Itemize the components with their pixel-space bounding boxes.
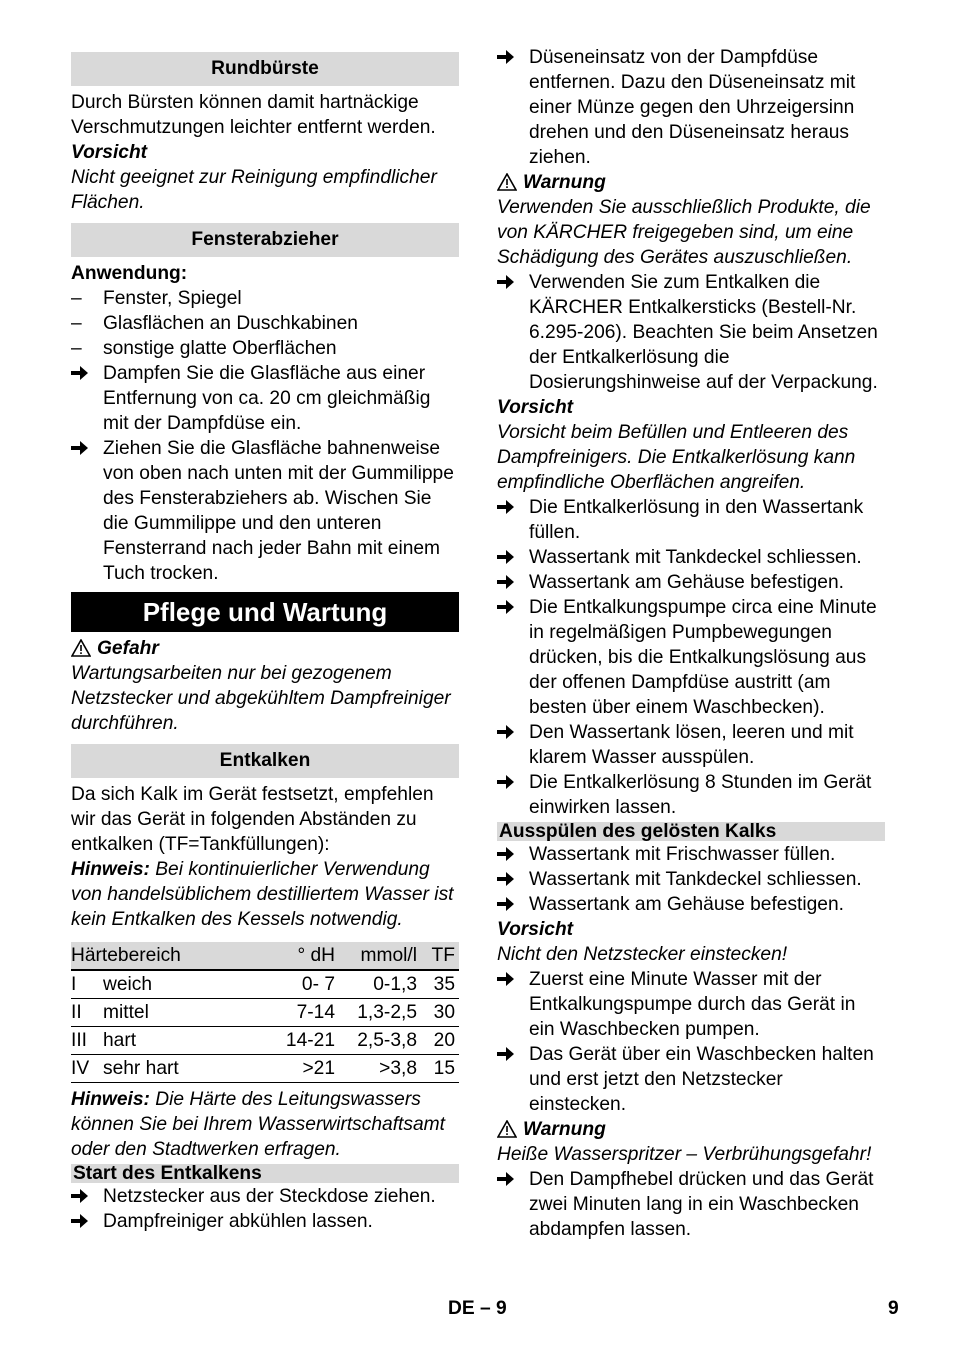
section-heading-rundbuerste: Rundbürste <box>71 52 459 86</box>
warning-label: Warnung <box>523 172 606 193</box>
table-cell: 20 <box>421 1027 459 1055</box>
arrow-right-icon <box>71 1209 99 1234</box>
column-header: Härtebereich <box>71 942 273 970</box>
arrow-right-icon <box>497 967 525 992</box>
step-item: Dampfreiniger abkühlen lassen. <box>71 1209 459 1234</box>
table-cell: mittel <box>103 999 273 1027</box>
note-label: Hinweis: <box>71 859 150 880</box>
step-item: Ziehen Sie die Glasfläche bahnenweise von oben nach unten mit der Gummilippe des Fensterabziehers ab. Wischen Sie die Gummilippe und den unteren Fensterrand nach jeder Bahn mit einem Tuch trocken. <box>71 436 459 586</box>
table-row <box>71 970 459 999</box>
arrow-right-icon <box>71 1184 99 1209</box>
table-row <box>71 1055 459 1083</box>
table-cell: 2,5-3,8 <box>339 1027 421 1055</box>
table-row <box>71 1027 459 1055</box>
table-cell: 15 <box>421 1055 459 1083</box>
warning-label: Warnung <box>523 1119 606 1140</box>
step-item: Wassertank am Gehäuse befestigen. <box>497 570 885 595</box>
footer-section-label: DE – 9 <box>448 1298 507 1319</box>
table-row <box>71 999 459 1027</box>
step-item: Verwenden Sie zum Entkalken die KÄRCHER Entkalkersticks (Bestell-Nr. 6.295-206). Beachten Sie beim Ansetzen der Entkalkerlösung die Dosierungshinweise auf der Verpackung. <box>497 270 885 395</box>
warning-label-row <box>497 170 885 195</box>
step-item: Den Dampfhebel drücken und das Gerät zwei Minuten lang in ein Waschbecken abdampfen lassen. <box>497 1167 885 1242</box>
caution-text: Nicht den Netzstecker einstecken! <box>497 944 788 965</box>
arrow-right-icon <box>497 867 525 892</box>
arrow-right-icon <box>497 1167 525 1192</box>
list-item: – Glasflächen an Duschkabinen <box>71 313 358 334</box>
left-column <box>71 52 459 1234</box>
column-header: TF <box>421 942 459 970</box>
danger-label-row <box>71 636 459 661</box>
arrow-right-icon <box>497 545 525 570</box>
note-2 <box>71 1087 459 1162</box>
warning-text: Verwenden Sie ausschließlich Produkte, die von KÄRCHER freigegeben sind, um eine Schädigung des Gerätes auszuschließen. <box>497 197 871 268</box>
step-item: Den Wassertank lösen, leeren und mit klarem Wasser ausspülen. <box>497 720 885 770</box>
caution-text: Vorsicht beim Befüllen und Entleeren des Dampfreinigers. Die Entkalkerlösung kann empfindliche Oberflächen angreifen. <box>497 422 856 493</box>
note-1 <box>71 857 459 932</box>
step-item: Die Entkalkungspumpe circa eine Minute in regelmäßigen Pumpbewegungen drücken, bis die Entkalkungslösung aus der offenen Dampfdüse austritt (am besten über einem Waschbecken). <box>497 595 885 720</box>
arrow-right-icon <box>497 892 525 917</box>
step-item: Netzstecker aus der Steckdose ziehen. <box>71 1184 459 1209</box>
step-item: Dampfen Sie die Glasfläche aus einer Entfernung von ca. 20 cm gleichmäßig mit der Dampfdüse ein. <box>71 361 459 436</box>
note-text: Die Härte des Leitungswassers können Sie bei Ihrem Wasserwirtschaftsamt oder den Stadtwerken erfragen. <box>71 1089 445 1160</box>
danger-label: Gefahr <box>97 638 159 659</box>
table-cell: III <box>71 1027 103 1055</box>
step-item: Wassertank mit Tankdeckel schliessen. <box>497 867 885 892</box>
caution-text: Nicht geeignet zur Reinigung empfindlicher Flächen. <box>71 167 437 213</box>
table-cell: 14-21 <box>273 1027 339 1055</box>
table-cell: 35 <box>421 970 459 999</box>
arrow-right-icon <box>497 720 525 745</box>
table-cell: 30 <box>421 999 459 1027</box>
note-label: Hinweis: <box>71 1089 150 1110</box>
hardness-table <box>71 942 459 1083</box>
list-item: – Fenster, Spiegel <box>71 288 242 309</box>
table-cell: I <box>71 970 103 999</box>
arrow-right-icon <box>497 495 525 520</box>
arrow-right-icon <box>497 570 525 595</box>
column-header: mmol/l <box>339 942 421 970</box>
danger-text: Wartungsarbeiten nur bei gezogenem Netzstecker und abgekühltem Dampfreiniger durchführen. <box>71 663 451 734</box>
arrow-right-icon <box>497 842 525 867</box>
table-cell: IV <box>71 1055 103 1083</box>
table-cell: 0- 7 <box>273 970 339 999</box>
step-item: Düseneinsatz von der Dampfdüse entfernen. Dazu den Düseneinsatz mit einer Münze gegen den Uhrzeigersinn drehen und den Düseneinsatz heraus ziehen. <box>497 45 885 170</box>
arrow-right-icon <box>497 270 525 295</box>
step-item: Wassertank mit Frischwasser füllen. <box>497 842 885 867</box>
warning-triangle-icon <box>497 172 523 193</box>
subheading-start-entkalken: Start des Entkalkens <box>71 1164 459 1183</box>
step-item: Die Entkalkerlösung in den Wassertank füllen. <box>497 495 885 545</box>
dash-bullet: – <box>71 313 82 334</box>
warning-label-row <box>497 1117 885 1142</box>
arrow-right-icon <box>497 595 525 620</box>
section-heading-entkalken: Entkalken <box>71 744 459 778</box>
arrow-right-icon <box>71 436 99 461</box>
table-cell: >3,8 <box>339 1055 421 1083</box>
caution-label: Vorsicht <box>71 142 148 163</box>
table-cell: >21 <box>273 1055 339 1083</box>
right-column <box>497 45 885 1242</box>
step-item: Wassertank am Gehäuse befestigen. <box>497 892 885 917</box>
warning-triangle-icon <box>71 638 97 659</box>
arrow-right-icon <box>497 770 525 795</box>
column-header: ° dH <box>273 942 339 970</box>
section-heading-fensterabzieher: Fensterabzieher <box>71 223 459 257</box>
note-text: Bei kontinuierlicher Verwendung von handelsüblichem destilliertem Wasser ist kein Entkalken des Kessels notwendig. <box>71 859 454 930</box>
table-cell: hart <box>103 1027 273 1055</box>
table-header-row <box>71 942 459 970</box>
caution-label: Vorsicht <box>497 397 574 418</box>
subheading-ausspuelen: Ausspülen des gelösten Kalks <box>497 822 885 841</box>
table-cell: 7-14 <box>273 999 339 1027</box>
warning-text: Heiße Wasserspritzer – Verbrühungsgefahr! <box>497 1144 872 1165</box>
table-cell: 1,3-2,5 <box>339 999 421 1027</box>
table-cell: sehr hart <box>103 1055 273 1083</box>
step-item: Die Entkalkerlösung 8 Stunden im Gerät einwirken lassen. <box>497 770 885 820</box>
step-item: Wassertank mit Tankdeckel schliessen. <box>497 545 885 570</box>
list-item: – sonstige glatte Oberflächen <box>71 338 337 359</box>
rundbuerste-text: Durch Bürsten können damit hartnäckige Verschmutzungen leichter entfernt werden. <box>71 92 436 138</box>
arrow-right-icon <box>497 45 525 70</box>
table-cell: 0-1,3 <box>339 970 421 999</box>
usage-label: Anwendung: <box>71 263 188 284</box>
warning-triangle-icon <box>497 1119 523 1140</box>
chapter-heading-pflege: Pflege und Wartung <box>71 592 459 632</box>
entkalken-intro: Da sich Kalk im Gerät festsetzt, empfehlen wir das Gerät in folgenden Abständen zu entkalken (TF=Tankfüllungen): <box>71 784 434 855</box>
dash-bullet: – <box>71 338 82 359</box>
table-cell: weich <box>103 970 273 999</box>
step-item: Das Gerät über ein Waschbecken halten und erst jetzt den Netzstecker einstecken. <box>497 1042 885 1117</box>
arrow-right-icon <box>71 361 99 386</box>
step-item: Zuerst eine Minute Wasser mit der Entkalkungspumpe durch das Gerät in ein Waschbecken pumpen. <box>497 967 885 1042</box>
dash-bullet: – <box>71 288 82 309</box>
arrow-right-icon <box>497 1042 525 1067</box>
caution-label: Vorsicht <box>497 919 574 940</box>
table-cell: II <box>71 999 103 1027</box>
footer-page-number: 9 <box>888 1298 899 1319</box>
